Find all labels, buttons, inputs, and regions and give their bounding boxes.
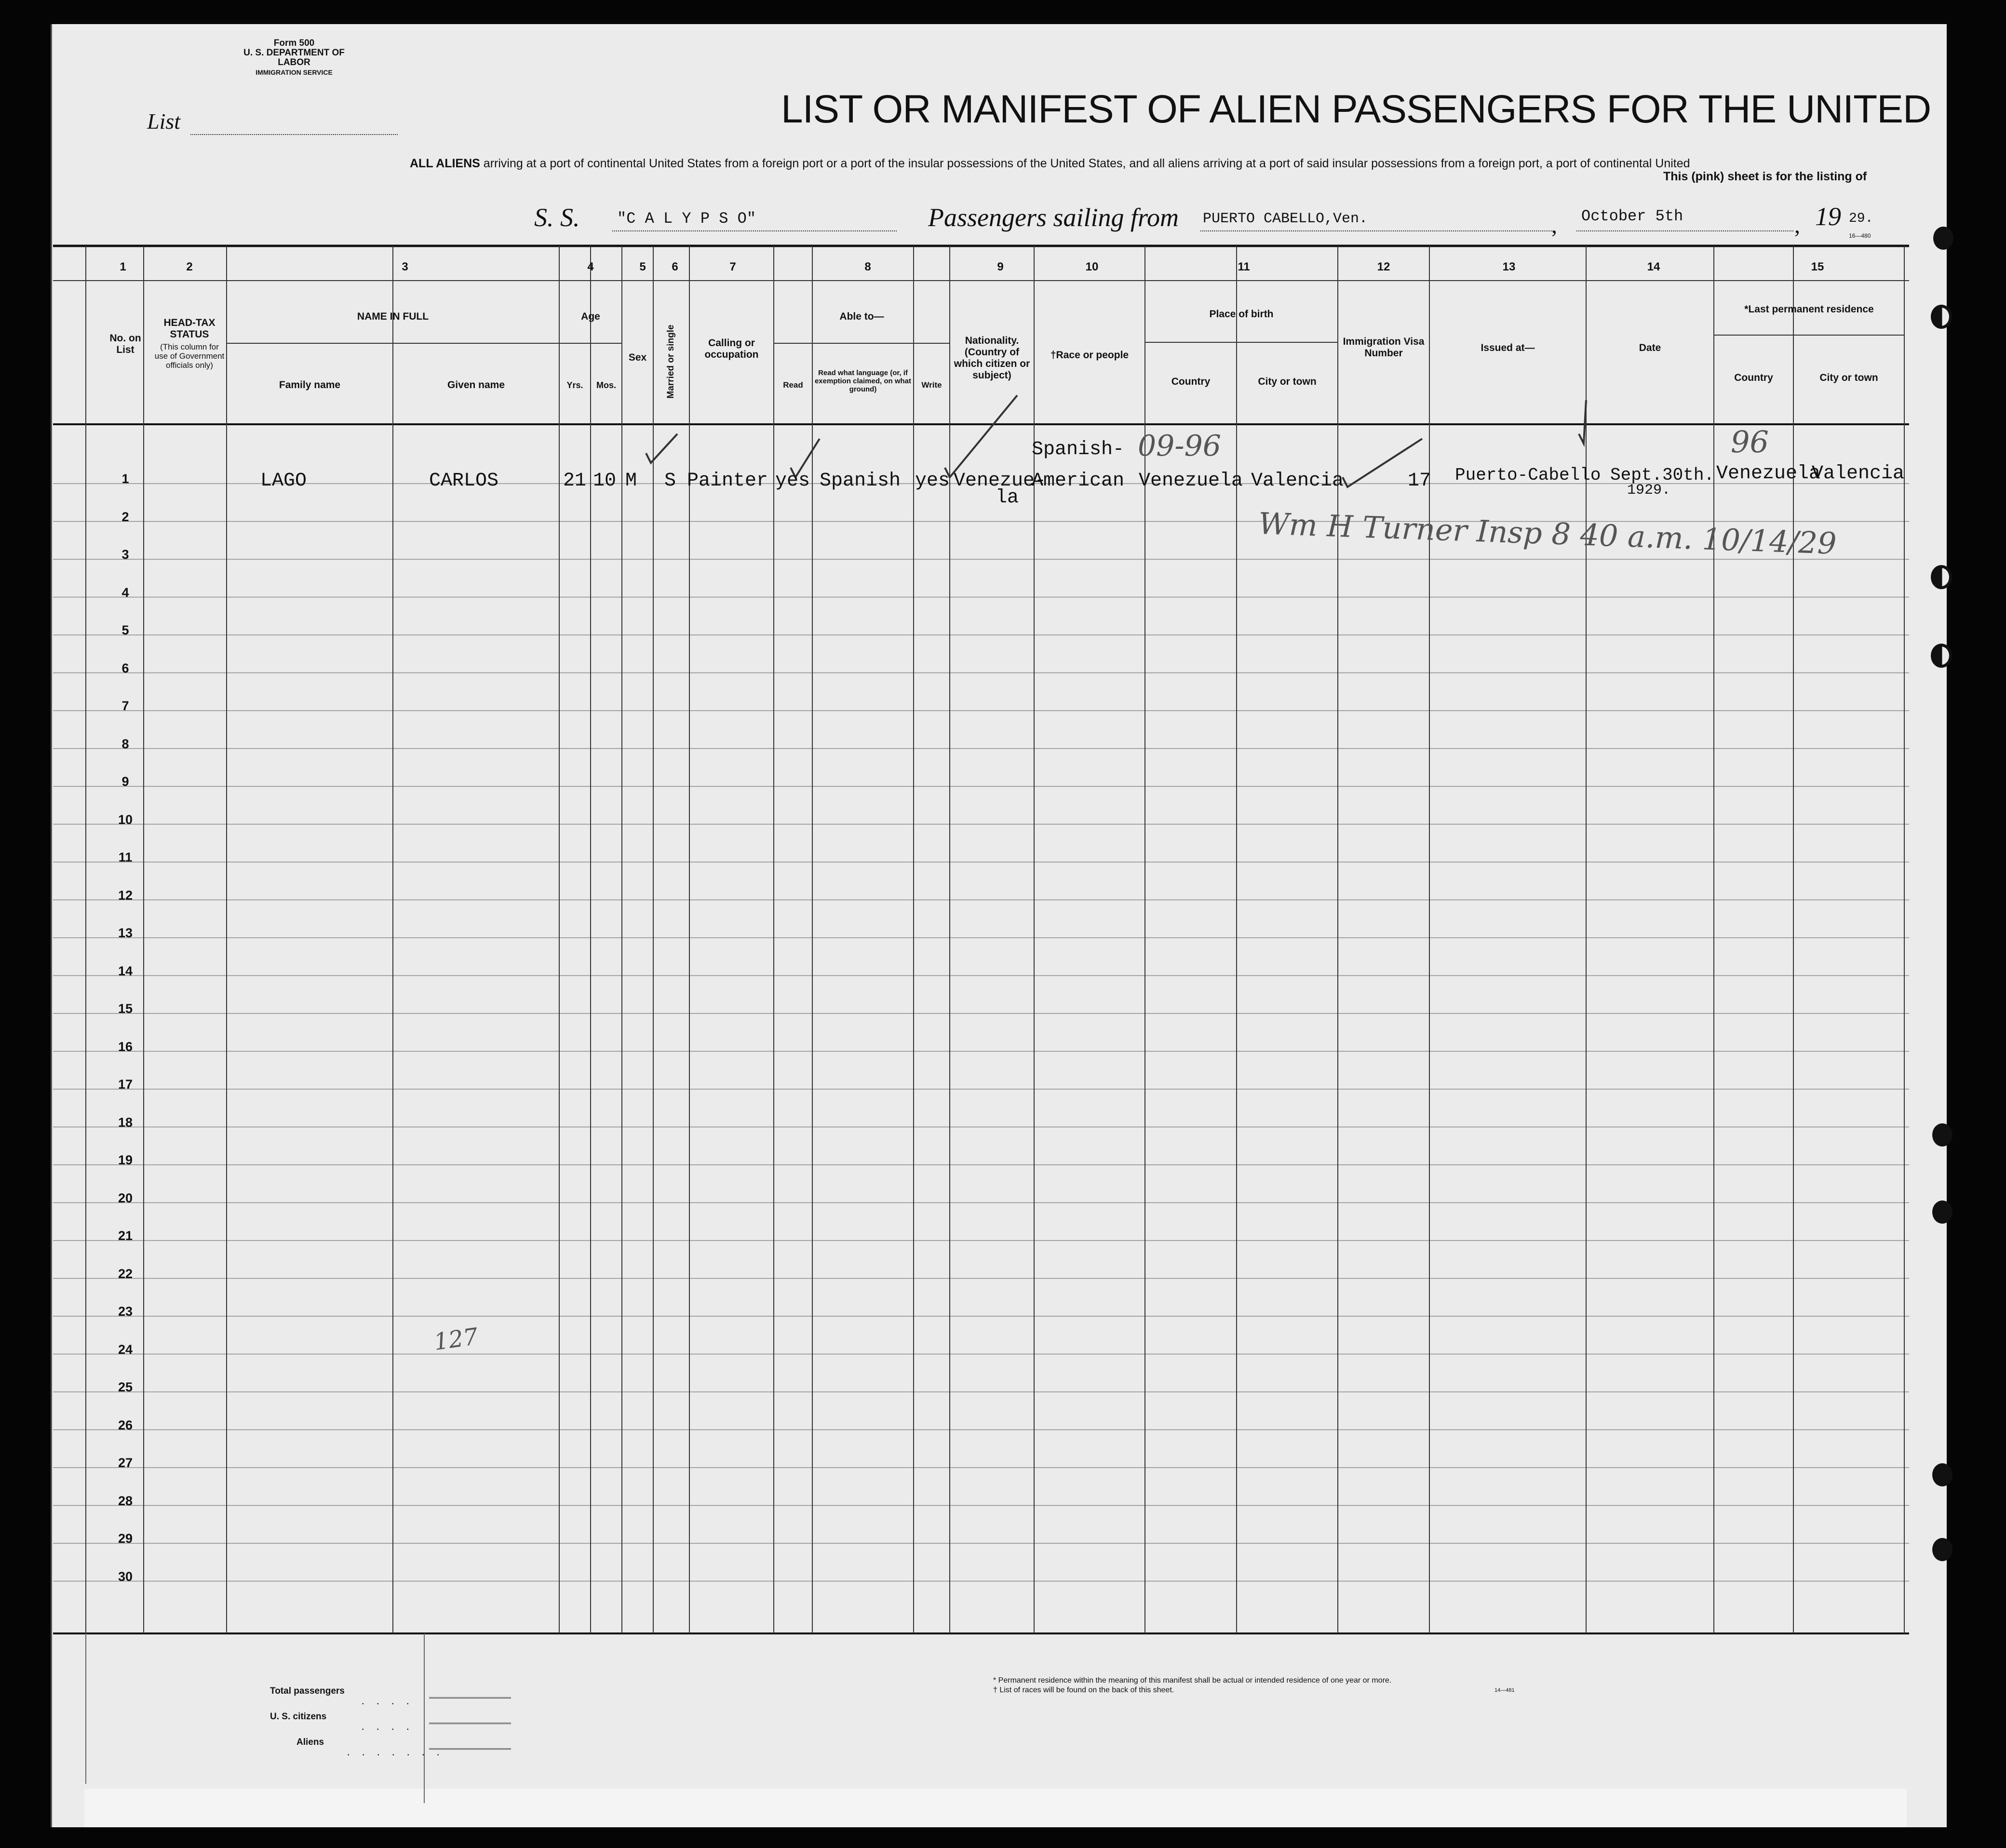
- column-number: 12: [1377, 260, 1390, 273]
- row-number: 2: [121, 509, 129, 524]
- passenger-nationality-cont: la: [996, 487, 1019, 509]
- binder-hole: [1931, 644, 1952, 668]
- row-number: 4: [121, 585, 129, 600]
- binder-hole: [1932, 1123, 1952, 1147]
- form-number: Form 500: [273, 38, 315, 48]
- footer-leaders-1: . . . .: [362, 1695, 414, 1707]
- passenger-nationality: Venezue-: [954, 470, 1047, 492]
- row-number: 24: [118, 1342, 133, 1357]
- col-birth-city: City or town: [1258, 376, 1317, 387]
- col-mos: Mos.: [596, 380, 616, 390]
- citizens-field: [429, 1723, 511, 1724]
- row-number: 6: [121, 661, 129, 675]
- row-number: 10: [118, 812, 133, 827]
- footer-us-citizens: U. S. citizens: [270, 1712, 327, 1722]
- row-number: 5: [121, 623, 129, 637]
- row-number: 19: [118, 1153, 133, 1167]
- passenger-write: yes: [915, 470, 950, 492]
- row-number: 16: [118, 1039, 133, 1054]
- col-place-of-birth: Place of birth: [1209, 309, 1274, 320]
- binder-hole: [1931, 565, 1952, 589]
- col-calling: Calling or occupation: [704, 337, 759, 360]
- column-number: 4: [587, 260, 594, 273]
- row-number: 18: [118, 1115, 133, 1130]
- total-field: [429, 1697, 511, 1699]
- col-no-on-list: No. on List: [109, 333, 141, 355]
- row-number: 21: [118, 1228, 133, 1243]
- footer-total-passengers: Total passengers: [270, 1686, 345, 1696]
- year-suffix: 29.: [1849, 211, 1873, 226]
- departure-port: PUERTO CABELLO,Ven.: [1203, 211, 1368, 227]
- department-name: U. S. DEPARTMENT OF LABOR: [243, 48, 345, 67]
- row-number: 8: [121, 736, 129, 751]
- form-header: [231, 39, 357, 77]
- handwritten-country-code: 09-96: [1138, 429, 1221, 463]
- col-visa-number: Immigration Visa Number: [1343, 336, 1425, 359]
- list-label: List: [147, 109, 181, 134]
- check-mark: [646, 434, 677, 463]
- passenger-birth-country: Venezuela: [1139, 470, 1243, 492]
- date-field: [1576, 230, 1793, 231]
- service-name: IMMIGRATION SERVICE: [256, 68, 333, 76]
- passenger-age-months: 10: [593, 470, 617, 492]
- port-field: [1200, 230, 1552, 231]
- col-head-tax-note: (This column for use of Government officials only): [154, 342, 225, 370]
- sailing-label: Passengers sailing from: [928, 203, 1179, 232]
- col-last-residence: *Last permanent residence: [1744, 304, 1874, 315]
- passenger-family-name: LAGO: [260, 470, 307, 492]
- col-age: Age: [581, 311, 600, 322]
- col-res-city: City or town: [1819, 372, 1878, 383]
- row-number: 13: [118, 926, 133, 940]
- col-able-to: Able to—: [839, 311, 884, 322]
- column-number: 13: [1502, 260, 1516, 273]
- column-number: 10: [1085, 260, 1099, 273]
- column-number: 5: [639, 260, 646, 273]
- row-number: 22: [118, 1266, 133, 1281]
- all-aliens-label: ALL ALIENS: [410, 157, 480, 170]
- col-name-in-full: NAME IN FULL: [357, 311, 429, 322]
- row-number: 20: [118, 1190, 133, 1205]
- handwritten-residence-code: 96: [1731, 424, 1769, 459]
- row-number: 3: [121, 547, 129, 562]
- row-number: 28: [118, 1493, 133, 1508]
- row-number: 29: [118, 1531, 133, 1546]
- footer-aliens: Aliens: [296, 1737, 324, 1747]
- title-subline-text: arriving at a port of continental United States from a foreign port or a port of the insular possessions of the United States, and all aliens arriving at a port of said insular possessions from a foreign port, a port of continental United: [483, 157, 1690, 170]
- column-number: 15: [1811, 260, 1824, 273]
- row-number: 11: [118, 850, 133, 864]
- list-field: [190, 134, 398, 135]
- check-mark: [945, 395, 1017, 477]
- passenger-issue-year: 1929.: [1627, 482, 1671, 499]
- col-family-name: Family name: [279, 379, 341, 391]
- binder-hole: [1933, 227, 1953, 250]
- col-nationality: Nationality. (Country of which citizen or subject): [954, 335, 1030, 381]
- year-prefix: 19: [1815, 202, 1841, 231]
- binder-hole: [1932, 1463, 1952, 1486]
- footnote-residence: * Permanent residence within the meaning of this manifest shall be actual or intended residence of one year or more.: [993, 1676, 1392, 1685]
- inspector-signature: Wm H Turner Insp 8 40 a.m. 10/14/29: [1258, 506, 1837, 561]
- title-subline-2: This (pink) sheet is for the listing of: [1663, 170, 1867, 183]
- col-issued-at: Issued at—: [1481, 342, 1535, 353]
- row-number: 17: [118, 1077, 133, 1092]
- column-number: 6: [672, 260, 678, 273]
- binder-hole: [1932, 1538, 1952, 1561]
- row-number: 12: [118, 888, 133, 903]
- footer-leaders-2: . . . .: [362, 1720, 414, 1732]
- col-given-name: Given name: [447, 379, 505, 391]
- binder-hole: [1932, 1201, 1952, 1224]
- passenger-race: Spanish-: [1032, 439, 1125, 460]
- col-sex: Sex: [628, 352, 647, 363]
- title-subline-1: [410, 157, 1914, 171]
- footer-code: 14—481: [1494, 1687, 1515, 1693]
- passenger-res-city: Valencia: [1812, 463, 1905, 485]
- col-yrs: Yrs.: [566, 380, 583, 390]
- departure-date: October 5th: [1581, 207, 1683, 225]
- column-number: 11: [1238, 260, 1250, 273]
- col-read: Read: [783, 380, 803, 390]
- col-head-tax: HEAD-TAX STATUS: [163, 317, 215, 340]
- aliens-field: [429, 1748, 511, 1750]
- col-read-language: Read what language (or, if exemption claimed, on what ground): [814, 369, 912, 393]
- col-race: †Race or people: [1050, 350, 1129, 361]
- passenger-given-name: CARLOS: [429, 470, 499, 492]
- binder-hole: [1931, 305, 1952, 329]
- check-mark: [1579, 400, 1586, 444]
- ss-label: S. S.: [534, 203, 580, 232]
- row-number: 25: [118, 1380, 133, 1394]
- row-number: 26: [118, 1417, 133, 1432]
- column-number: 1: [120, 260, 126, 273]
- column-number: 9: [997, 260, 1004, 273]
- passenger-sex: M: [625, 470, 637, 492]
- passenger-res-country: Venezuela: [1716, 463, 1821, 485]
- passenger-issue-date: Sept.30th.: [1610, 465, 1715, 485]
- column-number: 8: [864, 260, 871, 273]
- row-number: 23: [118, 1304, 133, 1319]
- passenger-issued-at: Puerto-Cabello: [1455, 465, 1601, 485]
- row-number: 7: [121, 699, 129, 713]
- handwritten-page-mark: 127: [432, 1322, 480, 1356]
- col-birth-country: Country: [1171, 376, 1211, 387]
- row-number: 30: [118, 1569, 133, 1584]
- passenger-read: yes: [775, 470, 810, 492]
- comma-1: ,: [1551, 213, 1557, 238]
- ship-name: "C A L Y P S O": [617, 210, 756, 228]
- column-number: 14: [1647, 260, 1660, 273]
- ship-field: [612, 230, 897, 231]
- row-number: 14: [118, 963, 133, 978]
- passenger-visa-number: 17: [1408, 470, 1431, 492]
- passenger-marital: S: [664, 470, 676, 492]
- row-number: 9: [121, 774, 129, 789]
- column-number: 3: [402, 260, 408, 273]
- column-number: 2: [186, 260, 193, 273]
- col-married: Married or single: [666, 324, 676, 399]
- passenger-occupation: Painter: [687, 470, 768, 492]
- col-write: Write: [921, 380, 942, 390]
- comma-2: ,: [1794, 213, 1800, 238]
- passenger-age-years: 21: [563, 470, 587, 492]
- row-number: 27: [118, 1456, 133, 1470]
- passenger-race-cont: American: [1032, 470, 1125, 492]
- col-res-country: Country: [1734, 372, 1773, 383]
- column-number: 7: [729, 260, 736, 273]
- footnote-races: † List of races will be found on the back of this sheet.: [993, 1686, 1174, 1694]
- page-title: LIST OR MANIFEST OF ALIEN PASSENGERS FOR THE UNITED: [781, 87, 1931, 131]
- row-number: 15: [118, 1001, 133, 1016]
- col-date: Date: [1639, 342, 1661, 353]
- row-number: 1: [121, 472, 129, 486]
- passenger-birth-city: Valencia: [1251, 470, 1344, 492]
- corner-mark: 16—480: [1849, 232, 1871, 239]
- footer-leaders-3: . . . . . . .: [347, 1746, 444, 1758]
- passenger-language: Spanish: [820, 470, 901, 492]
